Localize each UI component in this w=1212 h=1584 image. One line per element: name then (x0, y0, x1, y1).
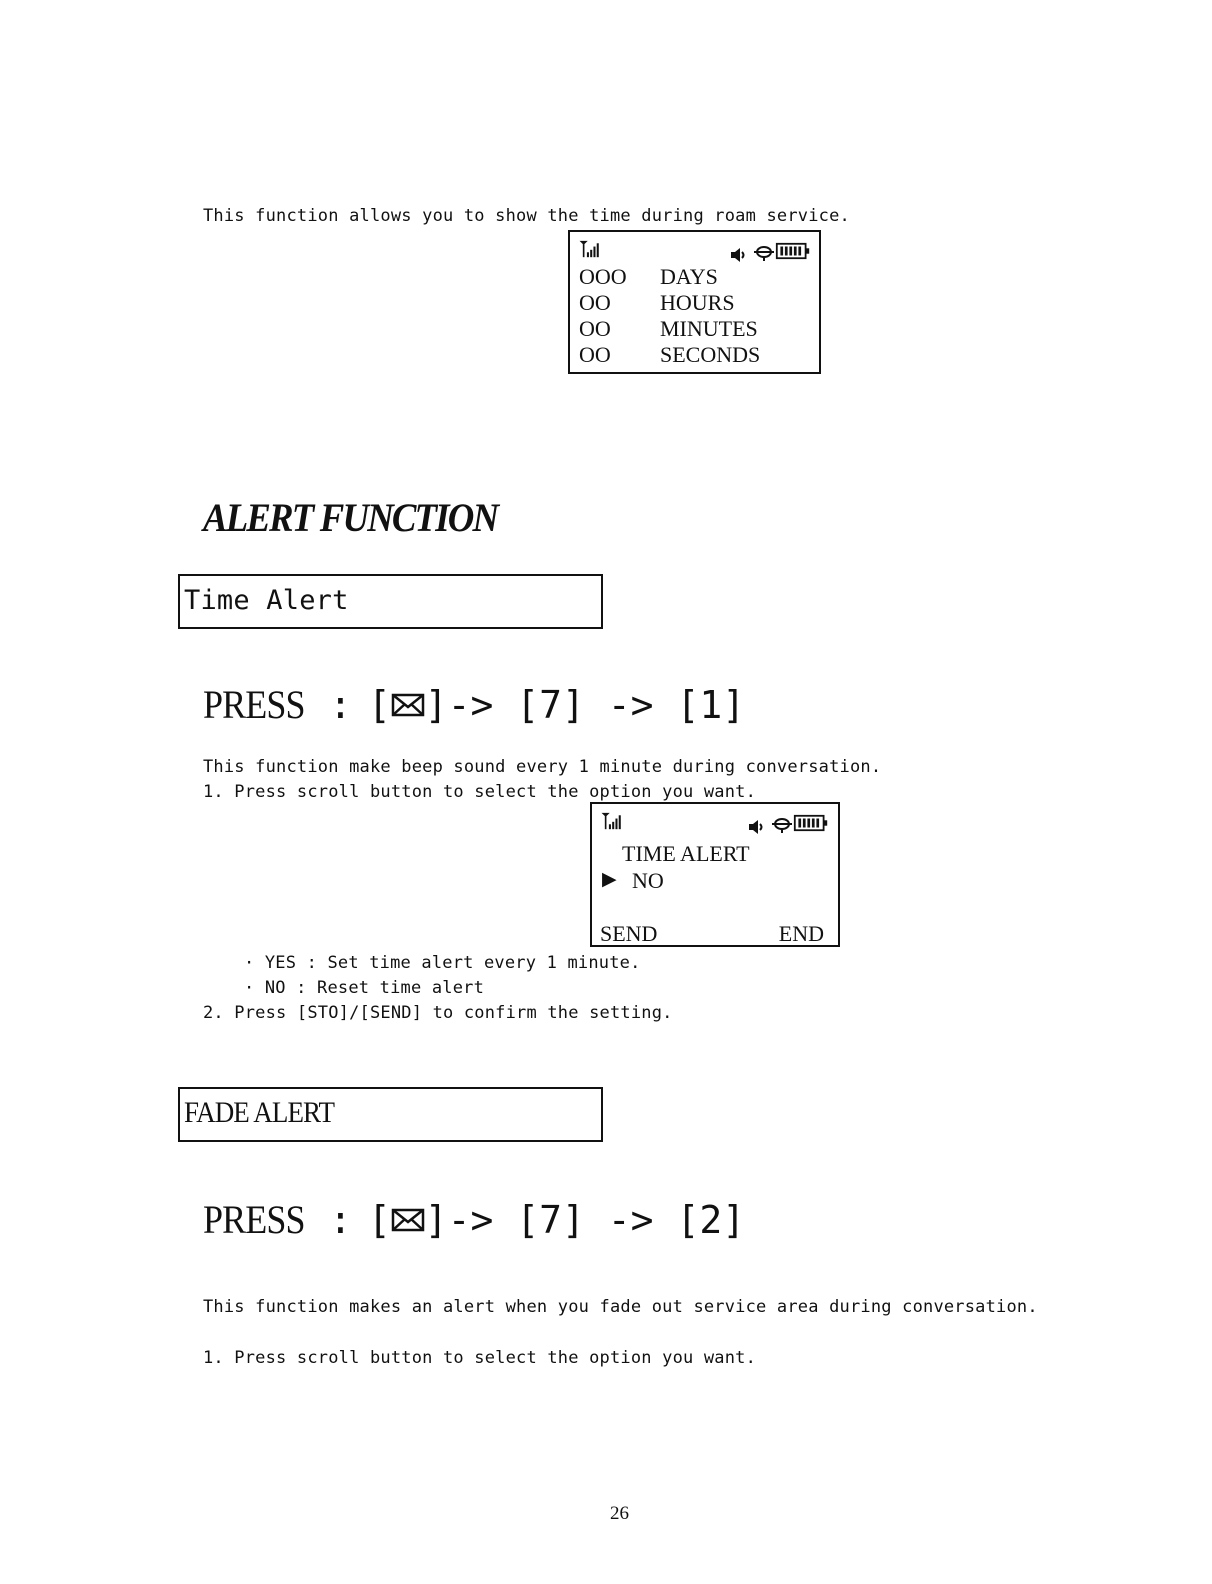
time-alert-step1: 1. Press scroll button to select the option you want. (203, 782, 757, 802)
speaker-icon (730, 246, 748, 264)
page-number: 26 (610, 1503, 629, 1524)
send-softkey[interactable]: SEND (600, 921, 658, 946)
press-sequence: ]-> [7] -> [2] (424, 1197, 746, 1242)
battery-icon (774, 242, 812, 260)
signal-icon (576, 240, 606, 258)
open-bracket: [ (367, 682, 391, 727)
days-unit: DAYS (660, 264, 718, 289)
alert-function-heading: ALERT FUNCTION (203, 495, 498, 540)
envelope-icon (391, 690, 425, 720)
press-colon: : (329, 682, 352, 727)
hours-unit: HOURS (660, 290, 735, 315)
signal-icon (598, 812, 628, 830)
days-value: OOO (579, 264, 627, 289)
roam-time-screen (568, 230, 821, 374)
time-alert-description: This function make beep sound every 1 minute during conversation. (203, 757, 882, 777)
end-softkey[interactable]: END (778, 921, 824, 946)
press-label: PRESS (203, 1197, 305, 1242)
fade-alert-press-instruction (203, 1196, 745, 1243)
time-alert-step2: 2. Press [STO]/[SEND] to confirm the setting. (203, 1003, 673, 1023)
bullet-yes: · YES : Set time alert every 1 minute. (244, 953, 641, 973)
time-alert-title: Time Alert (184, 585, 349, 616)
roam-icon (754, 244, 774, 262)
bullet-no: · NO : Reset time alert (244, 978, 485, 998)
time-alert-screen-title: TIME ALERT (622, 841, 750, 866)
battery-icon (792, 814, 830, 832)
time-alert-press-instruction (203, 681, 745, 728)
hours-value: OO (579, 290, 611, 315)
time-alert-screen (590, 802, 840, 947)
speaker-icon (748, 818, 766, 836)
press-colon: : (329, 1197, 352, 1242)
fade-alert-description: This function makes an alert when you fade out service area during conversation. (203, 1297, 1038, 1317)
selection-arrow-icon: ▶ (602, 869, 617, 890)
roam-icon (772, 816, 792, 834)
fade-alert-step1: 1. Press scroll button to select the option you want. (203, 1348, 757, 1368)
time-alert-title-box (178, 574, 603, 629)
open-bracket: [ (367, 1197, 391, 1242)
seconds-value: OO (579, 342, 611, 367)
fade-alert-title: FADE ALERT (184, 1096, 335, 1129)
intro-text: This function allows you to show the time during roam service. (203, 206, 850, 226)
fade-alert-title-box (178, 1087, 603, 1142)
seconds-unit: SECONDS (660, 342, 761, 367)
press-sequence: ]-> [7] -> [1] (424, 682, 746, 727)
envelope-icon (391, 1205, 425, 1235)
press-label: PRESS (203, 682, 305, 727)
time-alert-option[interactable]: NO (632, 868, 664, 893)
minutes-unit: MINUTES (660, 316, 758, 341)
minutes-value: OO (579, 316, 611, 341)
